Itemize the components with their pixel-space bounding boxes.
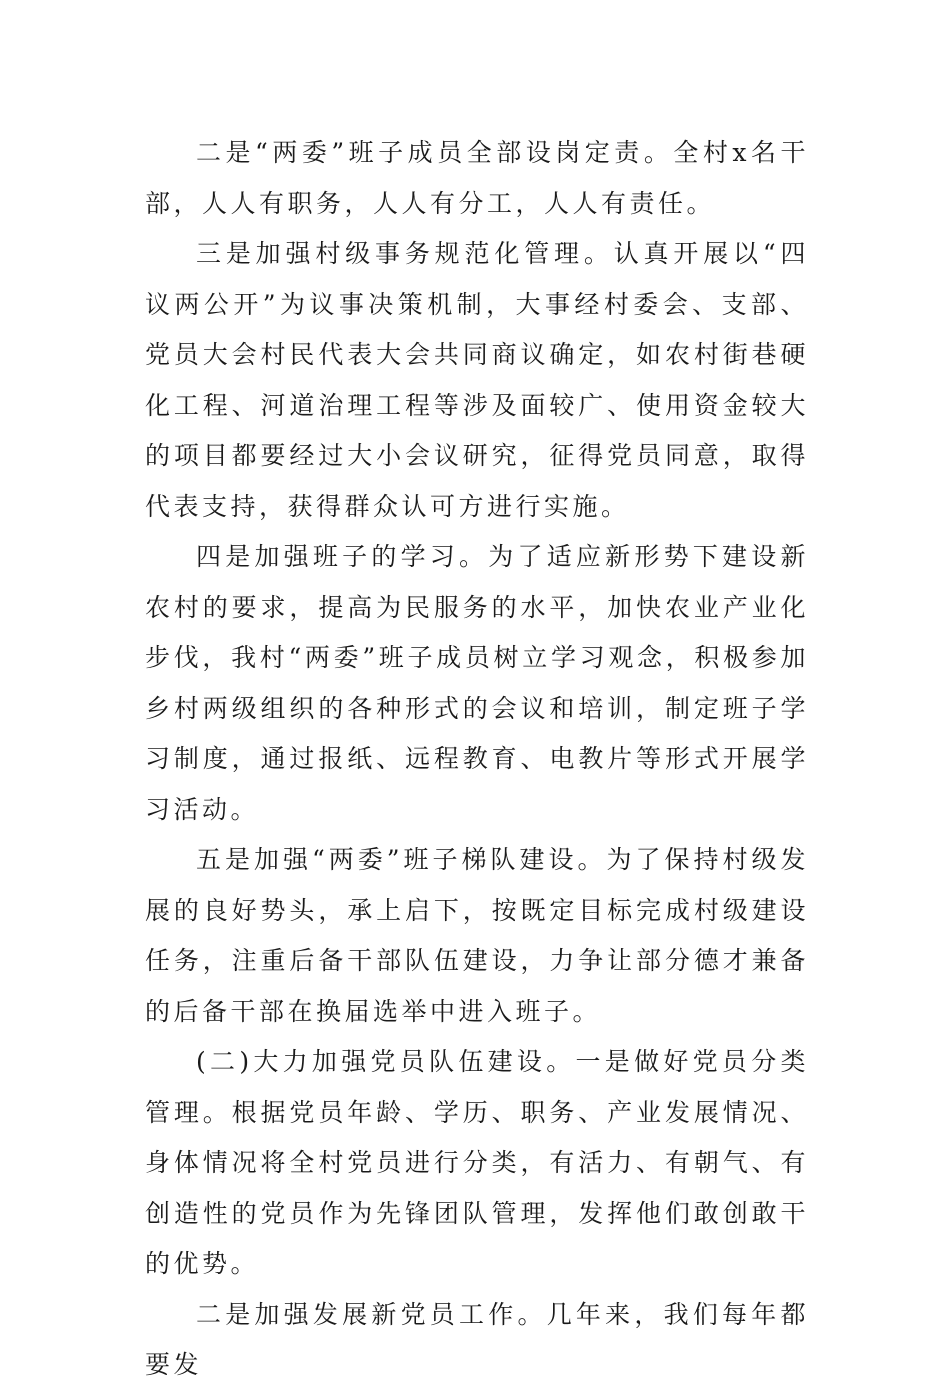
paragraph-team-study: 四是加强班子的学习。为了适应新形势下建设新农村的要求，提高为民服务的水平，加快农业产业化步伐，我村“两委”班子成员树立学习观念，积极参加乡村两级组织的各种形式的会议和培训，制定班子学习制度，通过报纸、远程教育、电教片等形式开展学习活动。 [145,542,809,824]
paragraph-succession-building: 五是加强“两委”班子梯队建设。为了保持村级发展的良好势头，承上启下，按既定目标完成村级建设任务，注重后备干部队伍建设，力争让部分德才兼备的后备干部在换届选举中进入班子。 [145,845,809,1026]
paragraph-cadre-responsibilities: 二是“两委”班子成员全部设岗定责。全村x名干部，人人有职务，人人有分工，人人有责任。 [145,138,809,218]
document-body [145,128,809,1391]
paragraph-village-affairs-management: 三是加强村级事务规范化管理。认真开展以“四议两公开”为议事决策机制，大事经村委会、支部、党员大会村民代表大会共同商议确定，如农村街巷硬化工程、河道治理工程等涉及面较广、使用资金较大的项目都要经过大小会议研究，征得党员同意，取得代表支持，获得群众认可方进行实施。 [145,239,809,521]
paragraph-new-member-development: 二是加强发展新党员工作。几年来，我们每年都要发 [145,1299,809,1379]
paragraph-party-member-team: (二)大力加强党员队伍建设。一是做好党员分类管理。根据党员年龄、学历、职务、产业发展情况、身体情况将全村党员进行分类，有活力、有朝气、有创造性的党员作为先锋团队管理，发挥他们敢创敢干的优势。 [145,1047,809,1278]
